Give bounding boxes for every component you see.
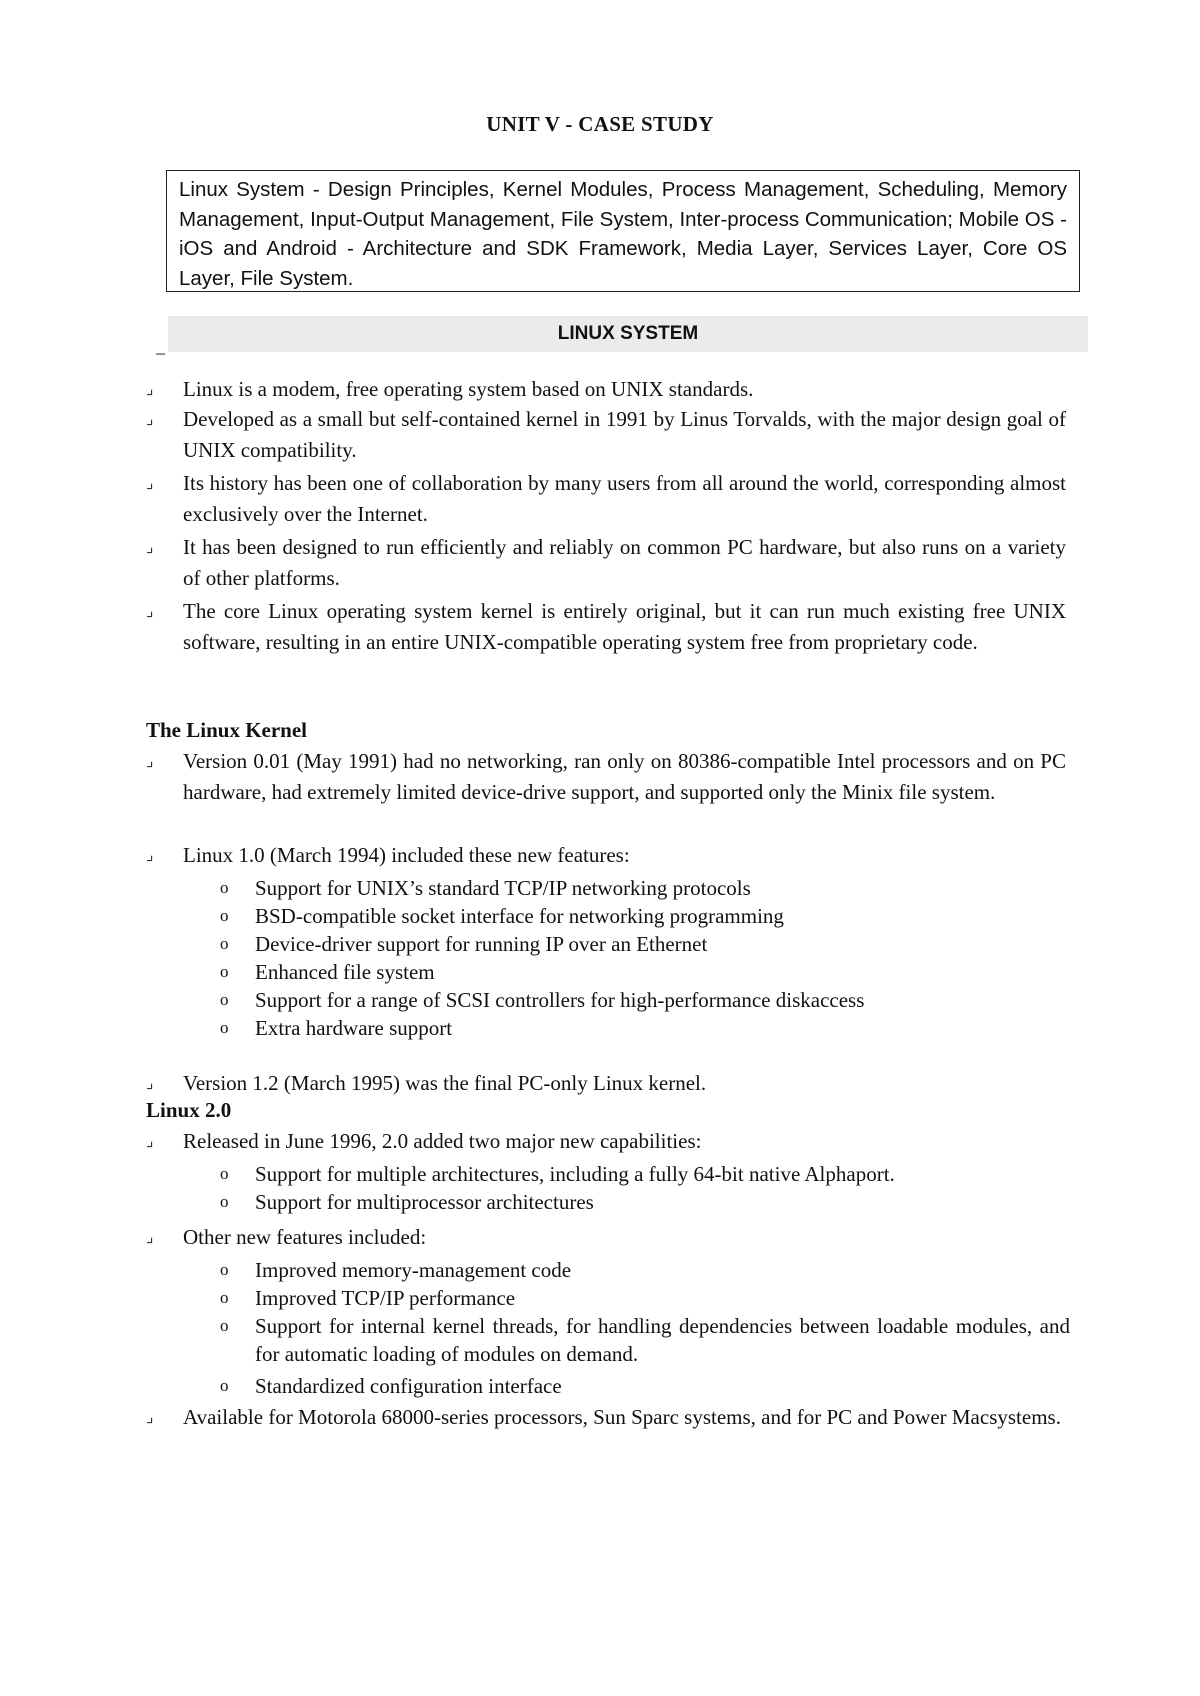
sub-item bbox=[220, 1188, 1070, 1216]
sub-bullet-icon: o bbox=[220, 1018, 229, 1037]
sub-bullet-icon: o bbox=[220, 1260, 229, 1279]
sub-bullet-icon: o bbox=[220, 906, 229, 925]
list-item-text: It has been designed to run efficiently and reliably on common PC hardware, but also runs on a variety of other platforms. bbox=[183, 535, 1066, 590]
list-item bbox=[146, 840, 1066, 871]
list-item bbox=[146, 1068, 1066, 1099]
unit-title: UNIT V - CASE STUDY bbox=[486, 112, 714, 136]
list-item-text: Available for Motorola 68000-series processors, Sun Sparc systems, and for PC and Power Macsystems. bbox=[183, 1405, 1061, 1429]
band-dash: _ bbox=[156, 336, 165, 356]
sub-item-text: Improved memory-management code bbox=[255, 1258, 572, 1282]
list-item-text: Its history has been one of collaboration by many users from all around the world, corresponding almost exclusively over the Internet. bbox=[183, 471, 1066, 526]
sub-bullet-icon: o bbox=[220, 990, 229, 1009]
list-item-text: Linux is a modem, free operating system based on UNIX standards. bbox=[183, 377, 754, 401]
kernel-heading: The Linux Kernel bbox=[146, 718, 308, 742]
sub-item bbox=[220, 1312, 1070, 1368]
sub-item bbox=[220, 930, 1070, 958]
list-item bbox=[146, 746, 1066, 808]
sub-item bbox=[220, 958, 1070, 986]
sub-item-text: Improved TCP/IP performance bbox=[255, 1286, 516, 1310]
sub-item bbox=[220, 874, 1070, 902]
sub-bullet-icon: o bbox=[220, 1376, 229, 1395]
sub-item-text: Support for multiple architectures, including a fully 64-bit native Alphaport. bbox=[255, 1162, 895, 1186]
sub-item-text: Support for UNIX’s standard TCP/IP networking protocols bbox=[255, 876, 751, 900]
list-item bbox=[146, 404, 1066, 466]
sub-bullet-icon: o bbox=[220, 1164, 229, 1183]
bullet-icon: ⌟ bbox=[146, 753, 154, 770]
list-item bbox=[146, 374, 1066, 405]
sub-item bbox=[220, 1256, 1070, 1284]
sub-bullet-icon: o bbox=[220, 934, 229, 953]
sub-item bbox=[220, 1284, 1070, 1312]
sub-item-text: BSD-compatible socket interface for networking programming bbox=[255, 904, 784, 928]
bullet-icon: ⌟ bbox=[146, 847, 154, 864]
sub-item-text: Extra hardware support bbox=[255, 1016, 453, 1040]
list-item-text: Other new features included: bbox=[183, 1225, 427, 1249]
sub-item bbox=[220, 1160, 1070, 1188]
sub-bullet-icon: o bbox=[220, 962, 229, 981]
bullet-icon: ⌟ bbox=[146, 381, 154, 398]
sub-item-text: Device-driver support for running IP over an Ethernet bbox=[255, 932, 708, 956]
bullet-icon: ⌟ bbox=[146, 1409, 154, 1426]
list-item-text: Linux 1.0 (March 1994) included these new features: bbox=[183, 843, 630, 867]
list-item-text: Version 1.2 (March 1995) was the final PC-only Linux kernel. bbox=[183, 1071, 707, 1095]
list-item bbox=[146, 1402, 1066, 1433]
list-item bbox=[146, 532, 1066, 594]
syllabus-box: Linux System - Design Principles, Kernel Modules, Process Management, Scheduling, Memory Management, Input-Output Management, File System, Inter-process Communication; Mobile OS - iOS and Android - Architecture and SDK Framework, Media Layer, Services Layer, Core OS Layer, File System. bbox=[166, 170, 1080, 292]
list-item bbox=[146, 1222, 1066, 1253]
sub-item bbox=[220, 902, 1070, 930]
sub-item bbox=[220, 1014, 1070, 1042]
list-item bbox=[146, 1126, 1066, 1157]
sub-item-text: Support for internal kernel threads, for handling dependencies between loadable modules, and for automatic loading of modules on demand. bbox=[255, 1314, 1070, 1366]
sub-item-text: Support for multiprocessor architectures bbox=[255, 1190, 594, 1214]
list-item-text: Version 0.01 (May 1991) had no networking, ran only on 80386-compatible Intel processors and on PC hardware, had extremely limited device-drive support, and supported only the Minix file system. bbox=[183, 749, 1066, 804]
bullet-icon: ⌟ bbox=[146, 475, 154, 492]
bullet-icon: ⌟ bbox=[146, 603, 154, 620]
sub-item bbox=[220, 986, 1070, 1014]
sub-item-text: Support for a range of SCSI controllers for high-performance diskaccess bbox=[255, 988, 865, 1012]
bullet-icon: ⌟ bbox=[146, 1075, 154, 1092]
list-item bbox=[146, 596, 1066, 658]
sub-item-text: Standardized configuration interface bbox=[255, 1374, 562, 1398]
sub-bullet-icon: o bbox=[220, 1288, 229, 1307]
bullet-icon: ⌟ bbox=[146, 411, 154, 428]
sub-item-text: Enhanced file system bbox=[255, 960, 435, 984]
bullet-icon: ⌟ bbox=[146, 1133, 154, 1150]
list-item-text: The core Linux operating system kernel is entirely original, but it can run much existing free UNIX software, resulting in an entire UNIX-compatible operating system free from proprietary code. bbox=[183, 599, 1066, 654]
bullet-icon: ⌟ bbox=[146, 539, 154, 556]
bullet-icon: ⌟ bbox=[146, 1229, 154, 1246]
sub-bullet-icon: o bbox=[220, 1192, 229, 1211]
sub-bullet-icon: o bbox=[220, 1316, 229, 1335]
linux20-heading: Linux 2.0 bbox=[146, 1098, 232, 1122]
section-title: LINUX SYSTEM bbox=[168, 316, 1088, 352]
list-item-text: Developed as a small but self-contained kernel in 1991 by Linus Torvalds, with the major design goal of UNIX compatibility. bbox=[183, 407, 1066, 462]
sub-bullet-icon: o bbox=[220, 878, 229, 897]
list-item-text: Released in June 1996, 2.0 added two major new capabilities: bbox=[183, 1129, 702, 1153]
sub-item bbox=[220, 1372, 1070, 1400]
list-item bbox=[146, 468, 1066, 530]
